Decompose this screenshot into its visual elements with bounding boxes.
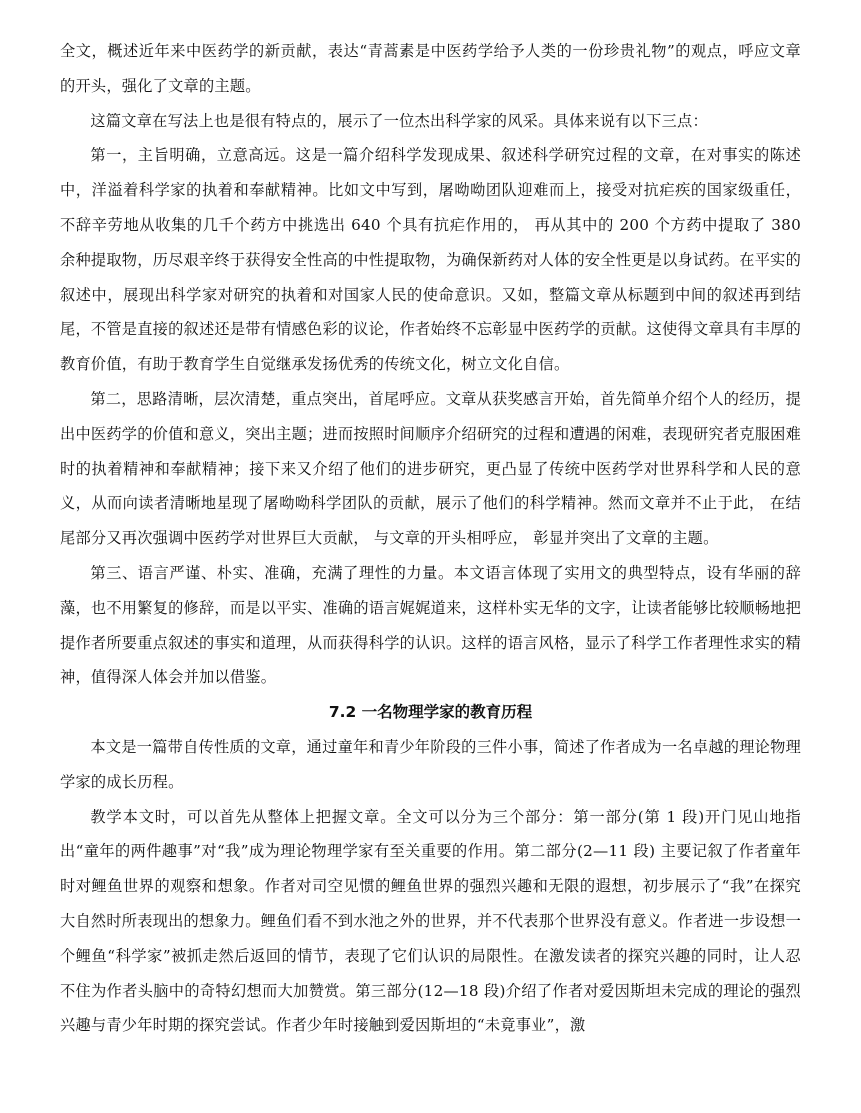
body-paragraph: 这篇文章在写法上也是很有特点的，展示了一位杰出科学家的风采。具体来说有以下三点：	[90, 111, 708, 130]
body-paragraph: 第三、语言严谨、朴实、准确，充满了理性的力量。本文语言体现了实用文的典型特点，设有华丽的辞藻，也不用繁复的修辞，而是以平实、准确的语言娓娓道来，这样朴实无华的文字，让读者能够比较顺畅地把提作者所要重点叙述的事实和道理，从而获得科学的认识。这样的语言风格，显示了科学工作者理性求实的精神，值得深人体会并加以借鉴。	[60, 563, 801, 687]
body-paragraph: 本文是一篇带自传性质的文章，通过童年和青少年阶段的三件小事，简述了作者成为一名卓越的理论物理学家的成长历程。	[60, 737, 801, 791]
body-paragraph: 第二，思路清晰，层次清楚，重点突出，首尾呼应。文章从获奖感言开始，首先简单介绍个人的经历，提出中医药学的价值和意义，突出主题；进而按照时间顺序介绍研究的过程和遭遇的闲难，表现研究者克服困难时的执着精神和奉献精神；接下来又介绍了他们的进步研究，更凸显了传统中医药学对世界科学和人民的意义，从而向读者清晰地星现了屠呦呦科学团队的贡献，展示了他们的科学精神。然而文章并不止于此， 在结尾部分又再次强调中医药学对世界巨大贡献， 与文章的开头相呼应， 彰显并突出了文章的主题。	[60, 389, 801, 548]
body-paragraph: 全文，概述近年来中医药学的新贡献，表达“青蒿素是中医药学给予人类的一份珍贵礼物”的观点，呼应文章的开头，强化了文章的主题。	[60, 42, 801, 95]
body-paragraph: 第一，主旨明确，立意高远。这是一篇介绍科学发现成果、叙述科学研究过程的文章，在对事实的陈述中，洋溢着科学家的执着和奉献精神。比如文中写到，屠呦呦团队迎难而上，接受对抗疟疾的国家级重任， 不辞辛劳地从收集的几千个药方中挑选出 640 个具有抗疟作用的， 再从其中的 200 个方药中提取了 380 余种提取物，历尽艰辛终于获得安全性高的中性提取物，为确保新药对人体的安全性更是以身试药。在平实的叙述中，展现出科学家对研究的执着和对国家人民的使命意识。又如，整篇文章从标题到中间的叙述再到结尾，不管是直接的叙述还是带有情感色彩的议论，作者始终不忘彰显中医药学的贡献。这使得文章具有丰厚的教育价值，有助于教育学生自觉继承发扬优秀的传统文化，树立文化自信。	[60, 146, 801, 374]
section-heading: 7.2 一名物理学家的教育历程	[328, 703, 533, 722]
body-paragraph: 教学本文时，可以首先从整体上把握文章。全文可以分为三个部分：第一部分(第 1 段)开门见山地指出“童年的两件趣事”对“我”成为理论物理学家有至关重要的作用。第二部分(2—11 段) 主要记叙了作者童年时对鲤鱼世界的观察和想象。作者对司空见惯的鲤鱼世界的强烈兴趣和无限的遐想，初步展示了“我”在探究大自然时所表现出的想象力。鲤鱼们看不到水池之外的世界，并不代表那个世界没有意义。作者进一步设想一个鲤鱼“科学家”被抓走然后返回的情节，表现了它们认识的局限性。在激发读者的探究兴趣的同时，让人忍不住为作者头脑中的奇特幻想而大加赞赏。第三部分(12—18 段)介绍了作者对爱因斯坦未完成的理论的强烈兴趣与青少年时期的探究尝试。作者少年时接触到爱因斯坦的“未竟事业”，激	[60, 807, 801, 1035]
